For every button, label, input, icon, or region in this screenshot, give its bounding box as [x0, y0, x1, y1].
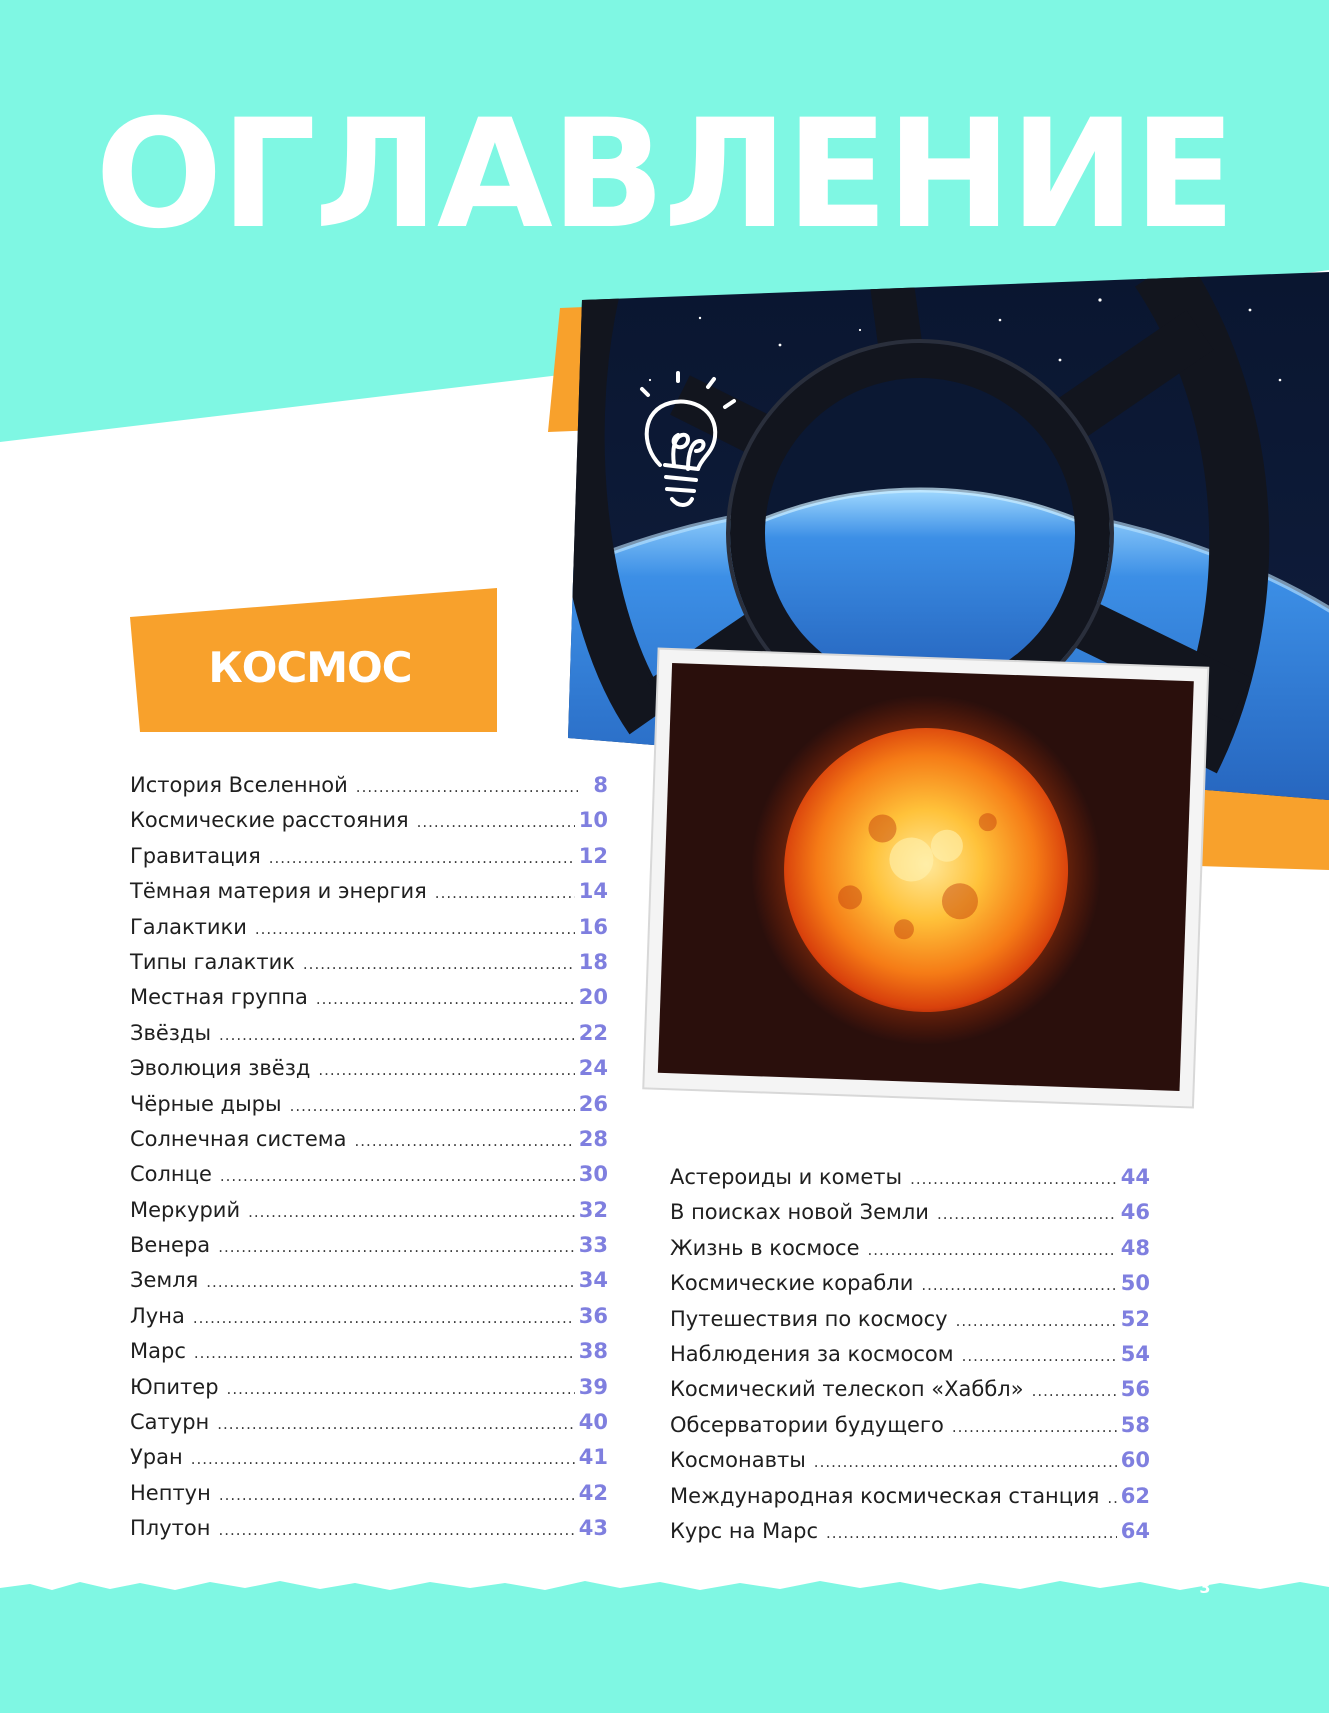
toc-leader-dots — [910, 1162, 1117, 1197]
toc-entry[interactable] — [670, 1372, 1150, 1407]
toc-entry-title: Солнечная система — [130, 1126, 347, 1151]
toc-entry-title: Галактики — [130, 914, 247, 939]
toc-entry-page: 41 — [578, 1445, 608, 1470]
toc-leader-dots — [218, 1513, 574, 1548]
toc-entry-title: Типы галактик — [130, 949, 295, 974]
toc-entry[interactable] — [130, 1299, 608, 1334]
toc-entry[interactable] — [130, 1087, 608, 1122]
toc-entry-page: 48 — [1120, 1235, 1150, 1260]
toc-entry-title: Обсерватории будущего — [670, 1412, 944, 1437]
toc-leader-dots — [1107, 1481, 1116, 1516]
toc-leader-dots — [356, 770, 578, 805]
toc-leader-dots — [194, 1336, 575, 1371]
toc-entry[interactable] — [130, 1334, 608, 1369]
toc-entry[interactable] — [130, 1263, 608, 1298]
toc-entry-title: Эволюция звёзд — [130, 1056, 311, 1081]
toc-entry[interactable] — [670, 1479, 1150, 1514]
toc-entry-page: 24 — [578, 1056, 608, 1081]
toc-entry-page: 60 — [1120, 1448, 1150, 1473]
toc-entry[interactable] — [130, 980, 608, 1015]
toc-entry-page: 39 — [578, 1374, 608, 1399]
toc-entry-title: Чёрные дыры — [130, 1091, 282, 1116]
toc-entry-title: Курс на Марс — [670, 1518, 819, 1543]
toc-leader-dots — [218, 1230, 575, 1265]
toc-entry[interactable] — [130, 910, 608, 945]
toc-entry[interactable] — [130, 803, 608, 838]
toc-entry-page: 43 — [578, 1516, 608, 1541]
toc-entry-title: Сатурн — [130, 1410, 210, 1435]
toc-leader-dots — [952, 1410, 1117, 1445]
toc-entry-page: 44 — [1120, 1165, 1150, 1189]
toc-left-column — [130, 768, 608, 1547]
toc-entry-page: 8 — [593, 773, 608, 797]
toc-leader-dots — [956, 1304, 1117, 1339]
toc-entry-page: 20 — [578, 985, 608, 1010]
toc-entry-page: 54 — [1120, 1341, 1150, 1366]
toc-entry[interactable] — [130, 1476, 608, 1511]
toc-entry[interactable] — [670, 1231, 1150, 1266]
toc-leader-dots — [290, 1089, 575, 1124]
toc-entry[interactable] — [130, 1016, 608, 1051]
toc-entry-page: 58 — [1120, 1412, 1150, 1437]
toc-entry-page: 46 — [1120, 1200, 1150, 1225]
toc-entry-title: Наблюдения за космосом — [670, 1341, 954, 1366]
toc-entry-title: В поисках новой Земли — [670, 1200, 929, 1225]
toc-leader-dots — [219, 1018, 575, 1053]
toc-leader-dots — [303, 947, 575, 982]
page-title: ОГЛАВЛЕНИЕ — [95, 88, 1234, 262]
toc-entry-page: 32 — [578, 1197, 608, 1222]
toc-entry[interactable] — [130, 1511, 608, 1546]
toc-leader-dots — [255, 912, 575, 947]
toc-entry-page: 10 — [578, 808, 608, 833]
toc-leader-dots — [318, 1053, 574, 1088]
toc-entry[interactable] — [130, 1193, 608, 1228]
toc-leader-dots — [269, 841, 575, 876]
toc-entry-title: Космонавты — [670, 1448, 806, 1473]
toc-entry[interactable] — [130, 945, 608, 980]
toc-entry-title: Юпитер — [130, 1374, 219, 1399]
toc-entry-page: 42 — [578, 1480, 608, 1505]
toc-entry[interactable] — [130, 1405, 608, 1440]
toc-leader-dots — [1032, 1374, 1117, 1409]
toc-entry-title: Земля — [130, 1268, 199, 1293]
toc-leader-dots — [937, 1197, 1117, 1232]
toc-entry[interactable] — [670, 1266, 1150, 1301]
toc-leader-dots — [316, 982, 575, 1017]
toc-entry-page: 38 — [578, 1339, 608, 1364]
toc-entry-title: Нептун — [130, 1480, 211, 1505]
toc-entry-page: 30 — [578, 1162, 608, 1187]
toc-entry[interactable] — [670, 1195, 1150, 1230]
toc-entry[interactable] — [130, 874, 608, 909]
toc-leader-dots — [868, 1233, 1117, 1268]
toc-entry[interactable] — [670, 1302, 1150, 1337]
toc-entry[interactable] — [130, 768, 608, 803]
toc-leader-dots — [814, 1445, 1117, 1480]
toc-entry[interactable] — [670, 1514, 1150, 1549]
toc-entry-page: 14 — [578, 879, 608, 904]
toc-entry-title: Астероиды и кометы — [670, 1165, 903, 1189]
toc-entry[interactable] — [130, 839, 608, 874]
toc-entry-title: Луна — [130, 1303, 185, 1328]
toc-entry-page: 52 — [1120, 1306, 1150, 1331]
toc-entry-page: 50 — [1120, 1271, 1150, 1296]
toc-leader-dots — [220, 1159, 575, 1194]
mint-footer-band — [0, 1581, 1329, 1713]
lightbulb-icon — [630, 365, 740, 515]
toc-leader-dots — [826, 1516, 1117, 1551]
toc-entry-title: Венера — [130, 1233, 211, 1258]
toc-leader-dots — [921, 1268, 1116, 1303]
toc-entry-page: 22 — [578, 1020, 608, 1045]
toc-entry[interactable] — [670, 1337, 1150, 1372]
toc-entry[interactable] — [670, 1160, 1150, 1195]
toc-entry-title: Путешествия по космосу — [670, 1306, 948, 1331]
toc-entry-page: 34 — [578, 1268, 608, 1293]
page-number: 3 — [1199, 1578, 1211, 1597]
toc-entry-page: 26 — [578, 1091, 608, 1116]
toc-right-column — [670, 1160, 1150, 1549]
toc-entry-title: Космический телескоп «Хаббл» — [670, 1377, 1024, 1402]
toc-leader-dots — [417, 805, 575, 840]
toc-entry-title: Звёзды — [130, 1020, 212, 1045]
toc-entry-page: 56 — [1120, 1377, 1150, 1402]
toc-entry-page: 33 — [578, 1233, 608, 1258]
toc-leader-dots — [219, 1478, 575, 1513]
toc-entry[interactable] — [670, 1408, 1150, 1443]
toc-entry-page: 40 — [578, 1410, 608, 1435]
toc-entry-title: Уран — [130, 1445, 183, 1470]
toc-entry-page: 36 — [578, 1303, 608, 1328]
toc-entry-page: 12 — [578, 843, 608, 868]
toc-leader-dots — [193, 1301, 575, 1336]
toc-entry-title: Международная космическая станция — [670, 1483, 1100, 1508]
toc-entry-title: Жизнь в космосе — [670, 1235, 860, 1260]
toc-entry[interactable] — [670, 1443, 1150, 1478]
toc-entry-title: Местная группа — [130, 985, 308, 1010]
toc-entry[interactable] — [130, 1122, 608, 1157]
section-title: КОСМОС — [208, 643, 412, 692]
toc-leader-dots — [248, 1195, 575, 1230]
toc-leader-dots — [206, 1265, 574, 1300]
toc-entry[interactable] — [130, 1370, 608, 1405]
toc-leader-dots — [227, 1372, 575, 1407]
toc-leader-dots — [435, 876, 575, 911]
toc-leader-dots — [355, 1124, 575, 1159]
toc-entry-page: 28 — [578, 1126, 608, 1151]
toc-entry-title: История Вселенной — [130, 773, 348, 797]
toc-entry-page: 64 — [1120, 1518, 1150, 1543]
toc-entry-page: 16 — [578, 914, 608, 939]
toc-leader-dots — [217, 1407, 575, 1442]
toc-entry[interactable] — [130, 1228, 608, 1263]
sun-photo-card — [643, 649, 1208, 1108]
toc-entry[interactable] — [130, 1051, 608, 1086]
toc-leader-dots — [191, 1442, 575, 1477]
toc-leader-dots — [962, 1339, 1117, 1374]
toc-entry-title: Марс — [130, 1339, 186, 1364]
toc-entry-title: Космические расстояния — [130, 808, 409, 833]
toc-entry-title: Плутон — [130, 1516, 211, 1541]
toc-entry-page: 62 — [1120, 1483, 1150, 1508]
toc-entry-title: Меркурий — [130, 1197, 241, 1222]
toc-entry-title: Тёмная материя и энергия — [130, 879, 427, 904]
toc-entry[interactable] — [130, 1157, 608, 1192]
toc-entry[interactable] — [130, 1440, 608, 1475]
toc-entry-title: Космические корабли — [670, 1271, 914, 1296]
toc-entry-title: Гравитация — [130, 843, 261, 868]
toc-entry-page: 18 — [578, 949, 608, 974]
toc-entry-title: Солнце — [130, 1162, 212, 1187]
